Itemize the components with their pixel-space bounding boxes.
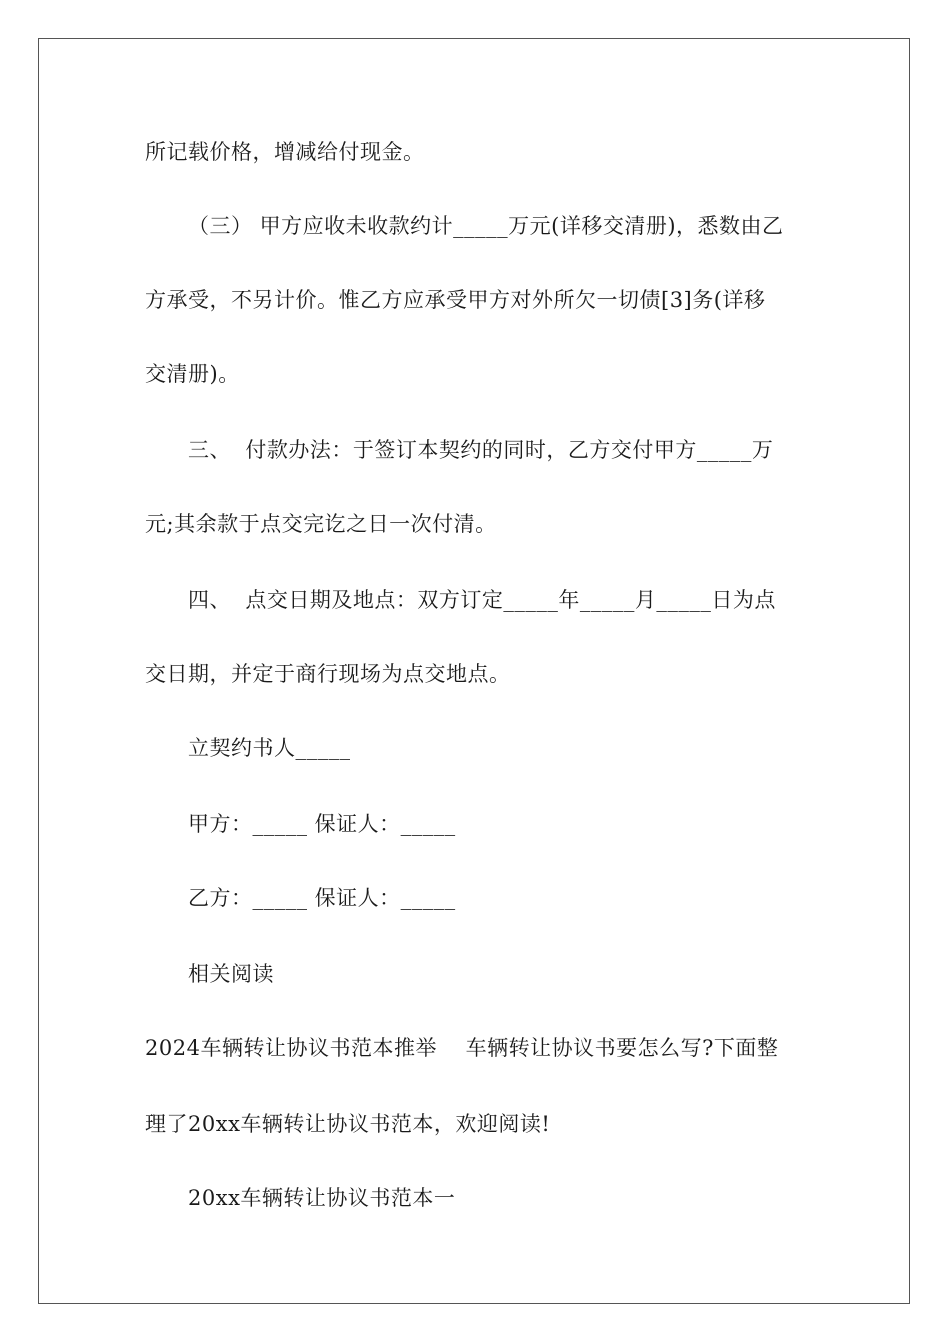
- signature-line: 甲方：_____ 保证人：_____: [188, 812, 456, 836]
- paragraph-line: 元;其余款于点交完讫之日一次付清。: [145, 512, 497, 536]
- signature-line: 乙方：_____ 保证人：_____: [188, 886, 456, 910]
- signature-line: 立契约书人_____: [188, 736, 351, 760]
- paragraph-line: 所记载价格，增减给付现金。: [145, 140, 425, 164]
- paragraph-line: 三、 付款办法：于签订本契约的同时，乙方交付甲方_____万: [188, 438, 774, 462]
- paragraph-line: 四、 点交日期及地点：双方订定_____年_____月_____日为点: [188, 588, 776, 612]
- section-heading: 20xx车辆转让协议书范本一: [188, 1186, 456, 1210]
- paragraph-line: 理了20xx车辆转让协议书范本，欢迎阅读!: [145, 1112, 551, 1136]
- paragraph-line: 2024车辆转让协议书范本推举 车辆转让协议书要怎么写?下面整: [145, 1036, 779, 1060]
- paragraph-line: 交清册)。: [145, 362, 240, 386]
- paragraph-line: 方承受，不另计价。惟乙方应承受甲方对外所欠一切债[3]务(详移: [145, 288, 766, 312]
- paragraph-line: （三） 甲方应收未收款约计_____万元(详移交清册)，悉数由乙: [188, 214, 784, 238]
- paragraph-line: 交日期，并定于商行现场为点交地点。: [145, 662, 511, 686]
- section-heading: 相关阅读: [188, 962, 274, 986]
